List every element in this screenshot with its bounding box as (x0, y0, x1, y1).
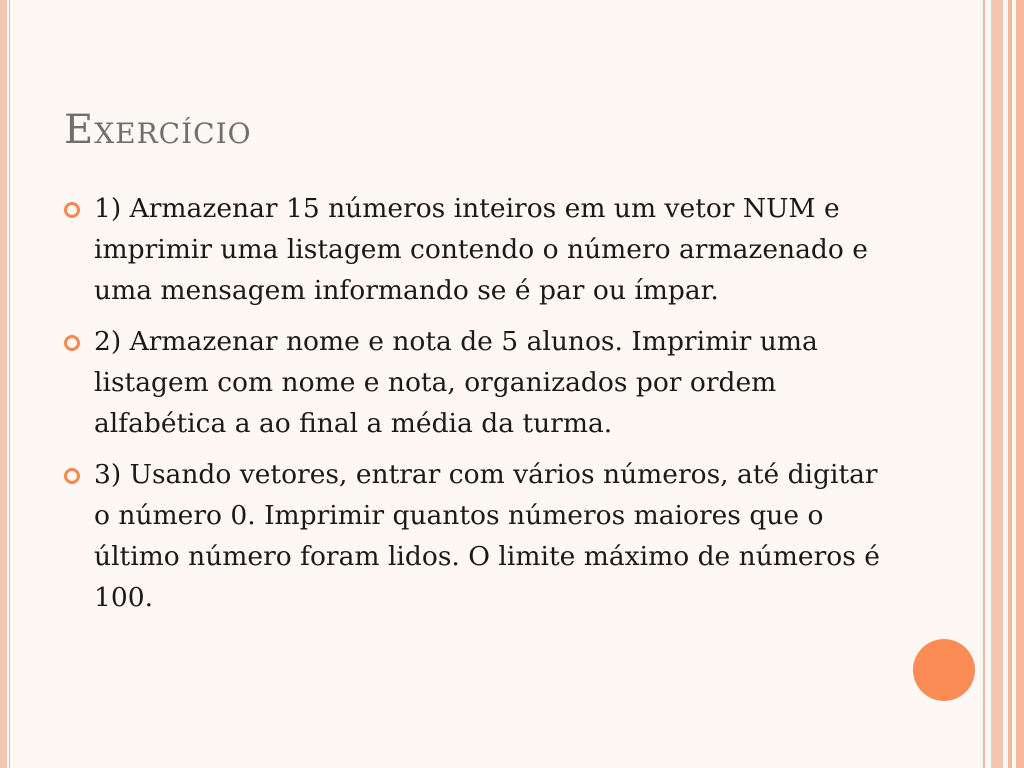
bullet-text: 2) Armazenar nome e nota de 5 alunos. Imprimir uma listagem com nome e nota, organizados por ordem alfabética a ao final a média da turma. (94, 326, 818, 439)
right-border-stripe-outer (1008, 0, 1024, 768)
ring-bullet-icon (64, 335, 80, 351)
slide-title: Exercício (64, 107, 252, 153)
ring-bullet-icon (64, 202, 80, 218)
bullet-text: 3) Usando vetores, entrar com vários números, até digitar o número 0. Imprimir quantos números maiores que o último número foram lidos. O limite máximo de números é 100. (94, 459, 880, 613)
left-border-stripe (0, 0, 7, 768)
bullet-list (64, 188, 884, 628)
right-border-gap (1012, 0, 1016, 768)
right-border-stripe (991, 0, 1003, 768)
decorative-circle (913, 639, 975, 701)
bullet-text: 1) Armazenar 15 números inteiros em um vetor NUM e imprimir uma listagem contendo o número armazenado e uma mensagem informando se é par ou ímpar. (94, 193, 868, 306)
ring-bullet-icon (64, 468, 80, 484)
bullet-item-2 (64, 321, 884, 444)
bullet-item-1 (64, 188, 884, 311)
left-border-line (9, 0, 10, 768)
right-border-line (983, 0, 985, 768)
bullet-item-3 (64, 454, 884, 618)
